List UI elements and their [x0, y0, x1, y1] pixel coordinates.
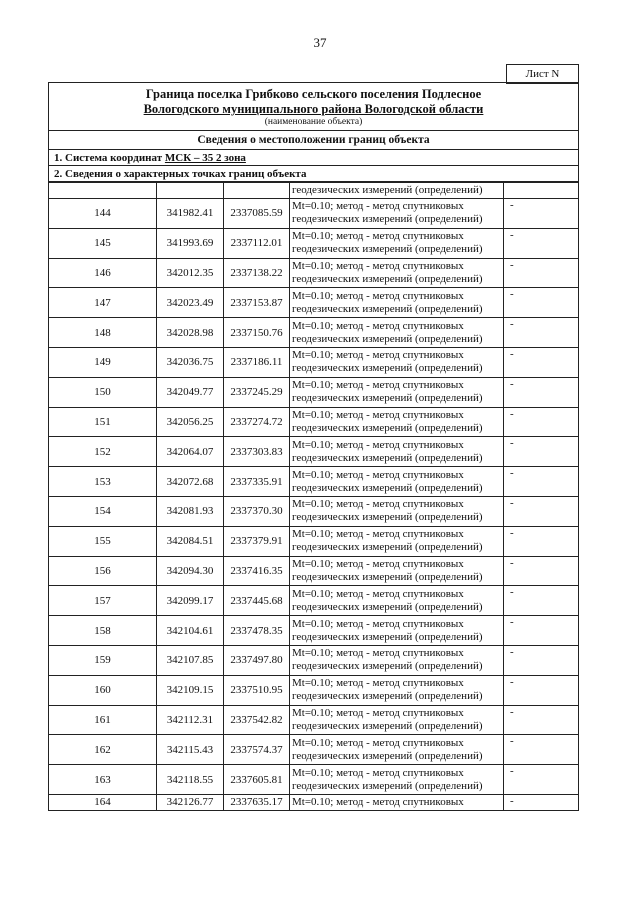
coord-system-value: МСК – 35 2 зона — [164, 151, 246, 164]
y-coordinate: 2337153.87 — [224, 288, 290, 318]
description-cell: - — [504, 735, 579, 765]
title-line-1: Граница поселка Грибково сельского поселения Подлесное — [145, 87, 482, 101]
empty-cell — [224, 183, 290, 199]
table-row — [49, 228, 579, 258]
y-coordinate: 2337112.01 — [224, 228, 290, 258]
coord-system-label: 1. Система координат — [54, 151, 163, 164]
page-number: 37 — [313, 35, 327, 50]
description-cell: - — [504, 616, 579, 646]
point-number: 153 — [49, 467, 157, 497]
x-coordinate: 342084.51 — [157, 526, 224, 556]
x-coordinate: 342109.15 — [157, 675, 224, 705]
point-number: 159 — [49, 645, 157, 675]
y-coordinate: 2337245.29 — [224, 377, 290, 407]
title-note: (наименование объекта) — [264, 117, 363, 127]
method-cell: Mt=0.10; метод - метод спутниковых геодезических измерений (определений) — [290, 288, 504, 318]
table-row — [49, 675, 579, 705]
point-number: 162 — [49, 735, 157, 765]
empty-cell — [157, 183, 224, 199]
x-coordinate: 342099.17 — [157, 586, 224, 616]
x-coordinate: 342107.85 — [157, 645, 224, 675]
description-cell: - — [504, 794, 579, 810]
method-cell: Mt=0.10; метод - метод спутниковых геодезических измерений (определений) — [290, 675, 504, 705]
x-coordinate: 342064.07 — [157, 437, 224, 467]
table-row — [49, 318, 579, 348]
table-row — [49, 407, 579, 437]
description-cell: - — [504, 556, 579, 586]
table-row-last — [49, 794, 579, 810]
point-number: 160 — [49, 675, 157, 705]
table-row — [49, 437, 579, 467]
header-table — [48, 82, 579, 182]
title-line-2: Вологодского муниципального района Вологодской области — [143, 102, 484, 116]
table-row — [49, 616, 579, 646]
point-number: 152 — [49, 437, 157, 467]
x-coordinate: 342112.31 — [157, 705, 224, 735]
description-cell: - — [504, 199, 579, 229]
table-row — [49, 526, 579, 556]
method-cell: Mt=0.10; метод - метод спутниковых геодезических измерений (определений) — [290, 437, 504, 467]
x-coordinate: 342023.49 — [157, 288, 224, 318]
empty-cell — [504, 183, 579, 199]
coord-system-heading — [49, 150, 579, 166]
points-heading: 2. Сведения о характерных точках границ объекта — [49, 166, 579, 182]
y-coordinate: 2337085.59 — [224, 199, 290, 229]
point-number: 156 — [49, 556, 157, 586]
y-coordinate: 2337370.30 — [224, 496, 290, 526]
description-cell: - — [504, 407, 579, 437]
method-cell: Mt=0.10; метод - метод спутниковых геодезических измерений (определений) — [290, 496, 504, 526]
method-cell: Mt=0.10; метод - метод спутниковых геодезических измерений (определений) — [290, 645, 504, 675]
section-title: Сведения о местоположении границ объекта — [49, 131, 579, 150]
description-cell: - — [504, 675, 579, 705]
point-number: 164 — [49, 794, 157, 810]
points-table — [48, 182, 579, 811]
x-coordinate: 342072.68 — [157, 467, 224, 497]
y-coordinate: 2337138.22 — [224, 258, 290, 288]
table-row — [49, 496, 579, 526]
method-cell: Mt=0.10; метод - метод спутниковых геодезических измерений (определений) — [290, 228, 504, 258]
x-coordinate: 342049.77 — [157, 377, 224, 407]
method-cell: Mt=0.10; метод - метод спутниковых — [290, 794, 504, 810]
description-cell: - — [504, 645, 579, 675]
x-coordinate: 342028.98 — [157, 318, 224, 348]
y-coordinate: 2337303.83 — [224, 437, 290, 467]
y-coordinate: 2337379.91 — [224, 526, 290, 556]
x-coordinate: 342012.35 — [157, 258, 224, 288]
description-cell: - — [504, 347, 579, 377]
point-number: 144 — [49, 199, 157, 229]
y-coordinate: 2337510.95 — [224, 675, 290, 705]
method-cell: Mt=0.10; метод - метод спутниковых геодезических измерений (определений) — [290, 526, 504, 556]
point-number: 148 — [49, 318, 157, 348]
x-coordinate: 342104.61 — [157, 616, 224, 646]
y-coordinate: 2337186.11 — [224, 347, 290, 377]
point-number: 158 — [49, 616, 157, 646]
table-row — [49, 556, 579, 586]
point-number: 161 — [49, 705, 157, 735]
x-coordinate: 342126.77 — [157, 794, 224, 810]
table-row — [49, 377, 579, 407]
y-coordinate: 2337416.35 — [224, 556, 290, 586]
description-cell: - — [504, 228, 579, 258]
description-cell: - — [504, 288, 579, 318]
y-coordinate: 2337150.76 — [224, 318, 290, 348]
y-coordinate: 2337605.81 — [224, 765, 290, 795]
description-cell: - — [504, 258, 579, 288]
table-row — [49, 645, 579, 675]
point-number: 155 — [49, 526, 157, 556]
table-row — [49, 705, 579, 735]
table-row — [49, 735, 579, 765]
y-coordinate: 2337274.72 — [224, 407, 290, 437]
point-number: 157 — [49, 586, 157, 616]
y-coordinate: 2337445.68 — [224, 586, 290, 616]
description-cell: - — [504, 318, 579, 348]
description-cell: - — [504, 765, 579, 795]
y-coordinate: 2337574.37 — [224, 735, 290, 765]
method-cell: Mt=0.10; метод - метод спутниковых геодезических измерений (определений) — [290, 735, 504, 765]
x-coordinate: 342094.30 — [157, 556, 224, 586]
description-cell: - — [504, 467, 579, 497]
x-coordinate: 342036.75 — [157, 347, 224, 377]
y-coordinate: 2337335.91 — [224, 467, 290, 497]
method-cell: Mt=0.10; метод - метод спутниковых геодезических измерений (определений) — [290, 765, 504, 795]
table-row — [49, 258, 579, 288]
point-number: 154 — [49, 496, 157, 526]
description-cell: - — [504, 377, 579, 407]
method-cell: Mt=0.10; метод - метод спутниковых геодезических измерений (определений) — [290, 199, 504, 229]
method-cell: Mt=0.10; метод - метод спутниковых геодезических измерений (определений) — [290, 258, 504, 288]
method-cell: Mt=0.10; метод - метод спутниковых геодезических измерений (определений) — [290, 705, 504, 735]
point-number: 149 — [49, 347, 157, 377]
table-row-continued — [49, 183, 579, 199]
y-coordinate: 2337478.35 — [224, 616, 290, 646]
point-number: 145 — [49, 228, 157, 258]
point-number: 151 — [49, 407, 157, 437]
description-cell: - — [504, 496, 579, 526]
point-number: 146 — [49, 258, 157, 288]
table-row — [49, 586, 579, 616]
point-number: 147 — [49, 288, 157, 318]
method-cell: Mt=0.10; метод - метод спутниковых геодезических измерений (определений) — [290, 377, 504, 407]
y-coordinate: 2337497.80 — [224, 645, 290, 675]
x-coordinate: 342081.93 — [157, 496, 224, 526]
x-coordinate: 342118.55 — [157, 765, 224, 795]
method-cell: Mt=0.10; метод - метод спутниковых геодезических измерений (определений) — [290, 347, 504, 377]
table-row — [49, 765, 579, 795]
method-cell: Mt=0.10; метод - метод спутниковых геодезических измерений (определений) — [290, 318, 504, 348]
method-cell: Mt=0.10; метод - метод спутниковых геодезических измерений (определений) — [290, 407, 504, 437]
sheet-label: Лист N — [506, 64, 579, 84]
description-cell: - — [504, 526, 579, 556]
x-coordinate: 341993.69 — [157, 228, 224, 258]
x-coordinate: 342115.43 — [157, 735, 224, 765]
method-cell: Mt=0.10; метод - метод спутниковых геодезических измерений (определений) — [290, 556, 504, 586]
y-coordinate: 2337635.17 — [224, 794, 290, 810]
description-cell: - — [504, 586, 579, 616]
table-row — [49, 199, 579, 229]
empty-cell — [49, 183, 157, 199]
point-number: 163 — [49, 765, 157, 795]
description-cell: - — [504, 705, 579, 735]
x-coordinate: 341982.41 — [157, 199, 224, 229]
method-cell: Mt=0.10; метод - метод спутниковых геодезических измерений (определений) — [290, 586, 504, 616]
description-cell: - — [504, 437, 579, 467]
method-cell: Mt=0.10; метод - метод спутниковых геодезических измерений (определений) — [290, 467, 504, 497]
method-cell: Mt=0.10; метод - метод спутниковых геодезических измерений (определений) — [290, 616, 504, 646]
table-row — [49, 467, 579, 497]
table-row — [49, 347, 579, 377]
table-row — [49, 288, 579, 318]
point-number: 150 — [49, 377, 157, 407]
object-title — [49, 83, 579, 131]
x-coordinate: 342056.25 — [157, 407, 224, 437]
y-coordinate: 2337542.82 — [224, 705, 290, 735]
method-cell: геодезических измерений (определений) — [290, 183, 504, 199]
